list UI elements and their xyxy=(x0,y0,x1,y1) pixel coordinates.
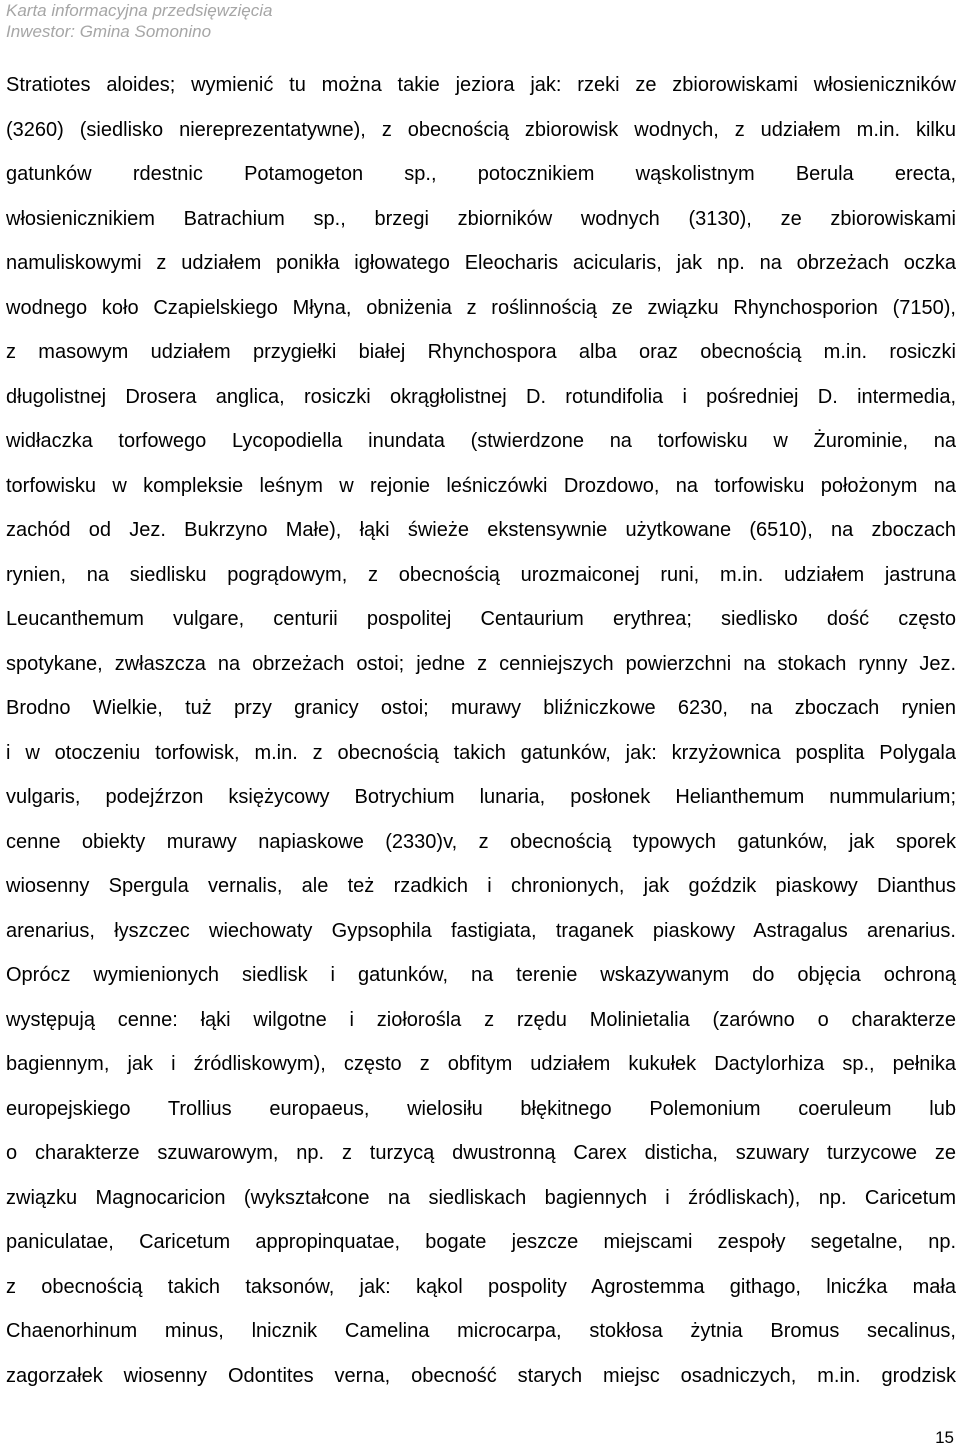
text-line: spotykane, zwłaszcza na obrzeżach ostoi; jedne z cenniejszych powierzchni na stokach rynny Jez. xyxy=(6,652,956,675)
text-line: bagiennym, jak i źródliskowym), często z obfitym udziałem kukułek Dactylorhiza sp., pełnika xyxy=(6,1053,956,1075)
body-text xyxy=(6,63,956,1398)
text-line: zagorzałek wiosenny Odontites verna, obecność starych miejsc osadniczych, m.in. grodzisk xyxy=(6,1364,956,1387)
text-line: Chaenorhinum minus, lnicznik Camelina microcarpa, stokłosa żytnia Bromus secalinus, xyxy=(6,1320,956,1342)
page-number: 15 xyxy=(935,1428,954,1447)
text-line: zachód od Jez. Bukrzyno Małe), łąki świeże ekstensywnie użytkowane (6510), na zboczach xyxy=(6,519,956,541)
text-line: wodnego koło Czapielskiego Młyna, obniżenia z roślinnością ze związku Rhynchosporion (7150), xyxy=(6,296,956,319)
header-title: Karta informacyjna przedsięwzięcia xyxy=(6,1,273,20)
text-line: z obecnością takich taksonów, jak: kąkol pospolity Agrostemma githago, lnicźka mała xyxy=(6,1275,956,1298)
text-line: występują cenne: łąki wilgotne i ziołorośla z rzędu Molinietalia (zarówno o charakterze xyxy=(6,1008,956,1031)
text-line: Oprócz wymienionych siedlisk i gatunków, na terenie wskazywanym do objęcia ochroną xyxy=(6,964,956,986)
text-line: wiosenny Spergula vernalis, ale też rzadkich i chronionych, jak goździk piaskowy Dianthus xyxy=(6,875,956,897)
text-line: Stratiotes aloides; wymienić tu można takie jeziora jak: rzeki ze zbiorowiskami włosieniczników xyxy=(6,74,956,96)
text-line: cenne obiekty murawy napiaskowe (2330)v, z obecnością typowych gatunków, jak sporek xyxy=(6,830,956,853)
text-line: o charakterze szuwarowym, np. z turzycą dwustronną Carex disticha, szuwary turzycowe ze xyxy=(6,1142,956,1164)
text-line: Leucanthemum vulgare, centurii pospolitej Centaurium erythrea; siedlisko dość często xyxy=(6,608,956,630)
text-line: długolistnej Drosera anglica, rosiczki okrągłolistnej D. rotundifolia i pośredniej D. intermedia, xyxy=(6,385,956,408)
text-line: europejskiego Trollius europaeus, wielosiłu błękitnego Polemonium coeruleum lub xyxy=(6,1097,956,1120)
text-line: torfowisku w kompleksie leśnym w rejonie leśniczówki Drozdowo, na torfowisku położonym na xyxy=(6,474,956,497)
text-line: gatunków rdestnic Potamogeton sp., potocznikiem wąskolistnym Berula erecta, xyxy=(6,163,956,185)
text-line: (3260) (siedlisko niereprezentatywne), z obecnością zbiorowisk wodnych, z udziałem m.in. kilku xyxy=(6,118,956,141)
text-line: paniculatae, Caricetum appropinquatae, bogate jeszcze miejscami zespoły segetalne, np. xyxy=(6,1231,956,1253)
text-line: widłaczka torfowego Lycopodiella inundata (stwierdzone na torfowisku w Żurominie, na xyxy=(6,430,956,452)
header-investor: Inwestor: Gmina Somonino xyxy=(6,22,212,41)
text-line: namuliskowymi z udziałem ponikła igłowatego Eleocharis acicularis, jak np. na obrzeżach oczka xyxy=(6,252,956,274)
text-line: z masowym udziałem przygiełki białej Rhynchospora alba oraz obecnością m.in. rosiczki xyxy=(6,341,956,363)
text-line: Brodno Wielkie, tuż przy granicy ostoi; murawy bliźniczkowe 6230, na zboczach rynien xyxy=(6,697,956,719)
text-line: związku Magnocaricion (wykształcone na siedliskach bagiennych i źródliskach), np. Caricetum xyxy=(6,1186,956,1209)
document-header xyxy=(6,0,272,42)
text-line: arenarius, łyszczec wiechowaty Gypsophila fastigiata, traganek piaskowy Astragalus arenarius. xyxy=(6,919,956,942)
text-line: włosienicznikiem Batrachium sp., brzegi zbiorników wodnych (3130), ze zbiorowiskami xyxy=(6,207,956,230)
text-line: i w otoczeniu torfowisk, m.in. z obecnością takich gatunków, jak: krzyżownica posplita Polygala xyxy=(6,741,956,764)
text-line: vulgaris, podejźrzon księżycowy Botrychium lunaria, posłonek Helianthemum nummularium; xyxy=(6,786,956,808)
text-line: rynien, na siedlisku pogrądowym, z obecnością urozmaiconej runi, m.in. udziałem jastruna xyxy=(6,563,956,586)
